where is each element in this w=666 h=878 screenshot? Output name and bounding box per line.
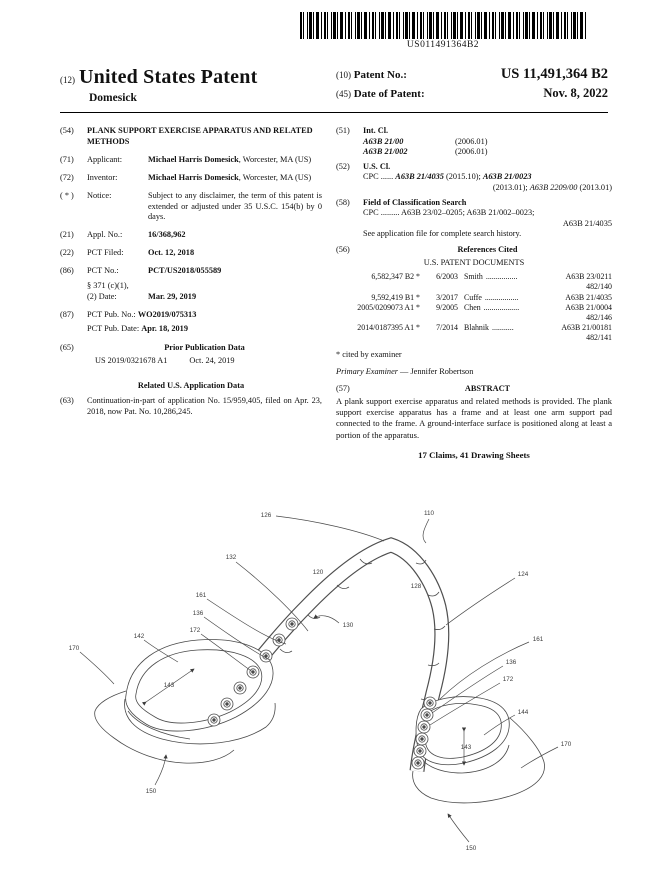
- cpc-line-1: CPC ...... A63B 21/4035 (2015.10); A63B 21/0023: [363, 172, 532, 182]
- figure-ref-numeral: 143: [460, 744, 472, 751]
- roller: [414, 745, 426, 757]
- reference-subclass-continuation: 482/146: [586, 312, 612, 322]
- field-22: (22) PCT Filed: Oct. 12, 2018: [60, 248, 322, 259]
- cited-by-examiner-note: * cited by examiner: [336, 350, 402, 360]
- reference-cell: A63B 21/0004: [565, 302, 612, 312]
- united-states-patent-title: United States Patent: [79, 66, 258, 88]
- pct-number: PCT/US2018/055589: [148, 266, 222, 276]
- search-cpc-line-1: CPC ......... A63B 23/02–0205; A63B 21/002–0023;: [363, 208, 535, 218]
- roller: [286, 618, 298, 630]
- figure-ref-numeral: 120: [312, 569, 324, 576]
- roller: [418, 721, 430, 733]
- field-51: (51) Int. Cl. A63B 21/00 (2006.01) A63B 21/002 (2006.01): [336, 126, 612, 158]
- header-rule: [60, 112, 608, 113]
- reference-cell: 9/2005: [436, 302, 458, 312]
- roller: [260, 650, 272, 662]
- figure-ref-numeral: 128: [410, 583, 422, 590]
- inventor-surname: Domesick: [89, 92, 137, 104]
- reference-cell: .................: [484, 292, 519, 302]
- figure-ref-numeral: 142: [133, 633, 145, 640]
- reference-cell: Smith: [464, 272, 483, 282]
- header-left: [60, 66, 257, 104]
- search-cpc-line-2: A63B 21/4035: [562, 218, 612, 228]
- reference-cell: 2005/0209073 A1 *: [357, 302, 420, 312]
- claims-line: 17 Claims, 41 Drawing Sheets: [418, 449, 530, 460]
- field-57: (57) ABSTRACT: [336, 384, 612, 395]
- right-column: [336, 126, 612, 461]
- int-cl-entry: A63B 21/00 (2006.01): [363, 136, 488, 146]
- references-table: [336, 272, 612, 343]
- date-of-patent-label: (45) Date of Patent:: [336, 88, 425, 100]
- field-86: (86) PCT No.: PCT/US2018/055589 § 371 (c)(1), (2) Date: Mar. 29, 2019: [60, 266, 322, 302]
- pct-pub-no: PCT Pub. No.: WO2019/075313: [87, 309, 197, 319]
- int-cl-entry: A63B 21/002 (2006.01): [363, 147, 488, 157]
- figure-ref-numeral: 172: [189, 627, 201, 634]
- header: [60, 66, 608, 104]
- barcode-image: [300, 12, 586, 39]
- reference-row: [336, 293, 612, 303]
- reference-cell: Cuffe: [464, 292, 482, 302]
- invention-title: PLANK SUPPORT EXERCISE APPARATUS AND RELATED METHODS: [87, 126, 313, 146]
- barcode-block: [300, 12, 586, 50]
- figure-ref-numeral: 161: [195, 592, 207, 599]
- us-patent-documents-heading: U.S. PATENT DOCUMENTS: [423, 257, 525, 267]
- us-cl-heading: U.S. Cl.: [363, 161, 391, 171]
- reference-subclass-continuation: 482/141: [586, 332, 612, 342]
- field-56: (56) References Cited: [336, 245, 612, 256]
- search-note: See application file for complete search history.: [363, 229, 522, 239]
- roller: [234, 682, 246, 694]
- patent-number: US 11,491,364 B2: [500, 66, 608, 82]
- field-72: (72) Inventor: Michael Harris Domesick, Worcester, MA (US): [60, 173, 322, 184]
- field-58: (58) Field of Classification Search CPC ......... A63B 23/02–0205; A63B 21/002–0023; A63B 21/4035 See application file for complete search history.: [336, 197, 612, 239]
- s371-date: Mar. 29, 2019: [148, 291, 197, 301]
- figure-ref-numeral: 150: [465, 845, 477, 852]
- field-52: (52) U.S. Cl. CPC ...... A63B 21/4035 (2015.10); A63B 21/0023 (2013.01); A63B 2209/00 (2013.01): [336, 161, 612, 193]
- figure-ref-numeral: 170: [68, 645, 80, 652]
- prior-publication-entry: US 2019/0321678 A1 Oct. 24, 2019: [95, 356, 235, 366]
- figure-ref-numeral: 143: [163, 682, 175, 689]
- appl-no: 16/368,962: [148, 230, 186, 240]
- left-arm-pad: [95, 640, 276, 764]
- field-65: (65) Prior Publication Data US 2019/0321678 A1 Oct. 24, 2019: [60, 343, 322, 367]
- roller: [221, 698, 233, 710]
- field-21: (21) Appl. No.: 16/368,962: [60, 230, 322, 241]
- barcode-text: US011491364B2: [406, 40, 480, 50]
- body-columns: [60, 126, 612, 461]
- figure-ref-numeral: 136: [192, 610, 204, 617]
- reference-row: [336, 323, 612, 333]
- int-cl-heading: Int. Cl.: [363, 126, 389, 135]
- reference-cell: 3/2017: [436, 292, 458, 302]
- s371-line: § 371 (c)(1),: [87, 281, 129, 291]
- roller: [424, 697, 436, 709]
- reference-cell: ................: [485, 272, 518, 282]
- primary-examiner-line: Primary Examiner — Jennifer Robertson: [336, 366, 474, 376]
- figure-ref-numeral: 130: [342, 622, 354, 629]
- references-cited-heading: References Cited: [457, 245, 518, 255]
- inventor-value: Michael Harris Domesick, Worcester, MA (US): [148, 172, 312, 182]
- prior-publication-heading: Prior Publication Data: [164, 342, 245, 352]
- cpc-line-2: (2013.01); A63B 2209/00 (2013.01): [492, 183, 612, 193]
- reference-cell: ..................: [483, 302, 520, 312]
- roller-assemblies: [208, 618, 436, 769]
- patent-figure: [60, 503, 620, 875]
- applicant-value: Michael Harris Domesick, Worcester, MA (US): [148, 154, 312, 164]
- reference-cell: Chen: [464, 302, 481, 312]
- reference-cell: 6/2003: [436, 272, 458, 282]
- field-54: (54) PLANK SUPPORT EXERCISE APPARATUS AND RELATED METHODS: [60, 126, 322, 147]
- field-63: (63) Continuation-in-part of application No. 15/959,405, filed on Apr. 23, 2018, now Pat. No. 10,286,245.: [60, 396, 322, 416]
- notice-text: Subject to any disclaimer, the term of this patent is extended or adjusted under 35 U.S.C. 154(b) by 0 days.: [148, 190, 322, 222]
- field-87: (87) PCT Pub. No.: WO2019/075313 PCT Pub. Date: Apr. 18, 2019: [60, 310, 322, 335]
- pct-filed-date: Oct. 12, 2018: [148, 248, 195, 258]
- reference-row: [336, 303, 612, 313]
- apparatus-drawing: [69, 510, 572, 852]
- header-right: [336, 66, 608, 104]
- reference-cell: 7/2014: [436, 322, 458, 332]
- reference-cell: A63B 21/4035: [565, 292, 612, 302]
- figure-ref-numeral: 110: [423, 510, 435, 517]
- patent-no-label: (10) Patent No.:: [336, 69, 407, 81]
- reference-cell: 9,592,419 B1 *: [371, 292, 420, 302]
- abstract-text: A plank support exercise apparatus and related methods is provided. The plank support exercise apparatus has a frame and at least one arm support pad connected to the frame. A ground-interface surface is positioned along at least a portion of the apparatus.: [336, 395, 612, 440]
- figure-ref-numeral: 144: [517, 709, 529, 716]
- reference-row: [336, 272, 612, 282]
- field-search-heading: Field of Classification Search: [363, 197, 467, 207]
- reference-subclass-continuation: 482/140: [586, 282, 612, 292]
- roller: [412, 757, 424, 769]
- abstract-heading: ABSTRACT: [464, 384, 511, 394]
- field-71: (71) Applicant: Michael Harris Domesick, Worcester, MA (US): [60, 155, 322, 166]
- reference-cell: A63B 23/0211: [565, 272, 612, 282]
- left-column: [60, 126, 322, 461]
- reference-cell: A63B 21/00181: [561, 322, 612, 332]
- related-app-heading: Related U.S. Application Data: [137, 380, 245, 390]
- figure-ref-numeral: 124: [517, 571, 529, 578]
- roller: [208, 714, 220, 726]
- patent-date: Nov. 8, 2022: [543, 86, 608, 100]
- figure-ref-numeral: 150: [145, 788, 157, 795]
- pct-pub-date: PCT Pub. Date: Apr. 18, 2019: [87, 324, 188, 334]
- figure-ref-numeral: 136: [505, 659, 517, 666]
- figure-ref-numeral: 172: [502, 676, 514, 683]
- figure-ref-numeral: 170: [560, 741, 572, 748]
- roller: [416, 733, 428, 745]
- continuation-text: Continuation-in-part of application No. 15/959,405, filed on Apr. 23, 2018, now Pat. No. 10,286,245.: [87, 396, 322, 416]
- figure-ref-numeral: 161: [532, 636, 544, 643]
- reference-cell: Blahnik: [464, 322, 489, 332]
- reference-cell: 6,582,347 B2 *: [371, 272, 420, 282]
- roller: [421, 709, 433, 721]
- kind-code-12: (12): [60, 75, 75, 85]
- figure-ref-numeral: 126: [260, 512, 272, 519]
- document-title: [60, 66, 257, 89]
- field-notice: ( * ) Notice: Subject to any disclaimer, the term of this patent is extended or adjusted under 35 U.S.C. 154(b) by 0 days.: [60, 190, 322, 222]
- figure-ref-numeral: 132: [225, 554, 237, 561]
- reference-cell: ...........: [492, 322, 514, 332]
- reference-cell: 2014/0187395 A1 *: [357, 322, 420, 332]
